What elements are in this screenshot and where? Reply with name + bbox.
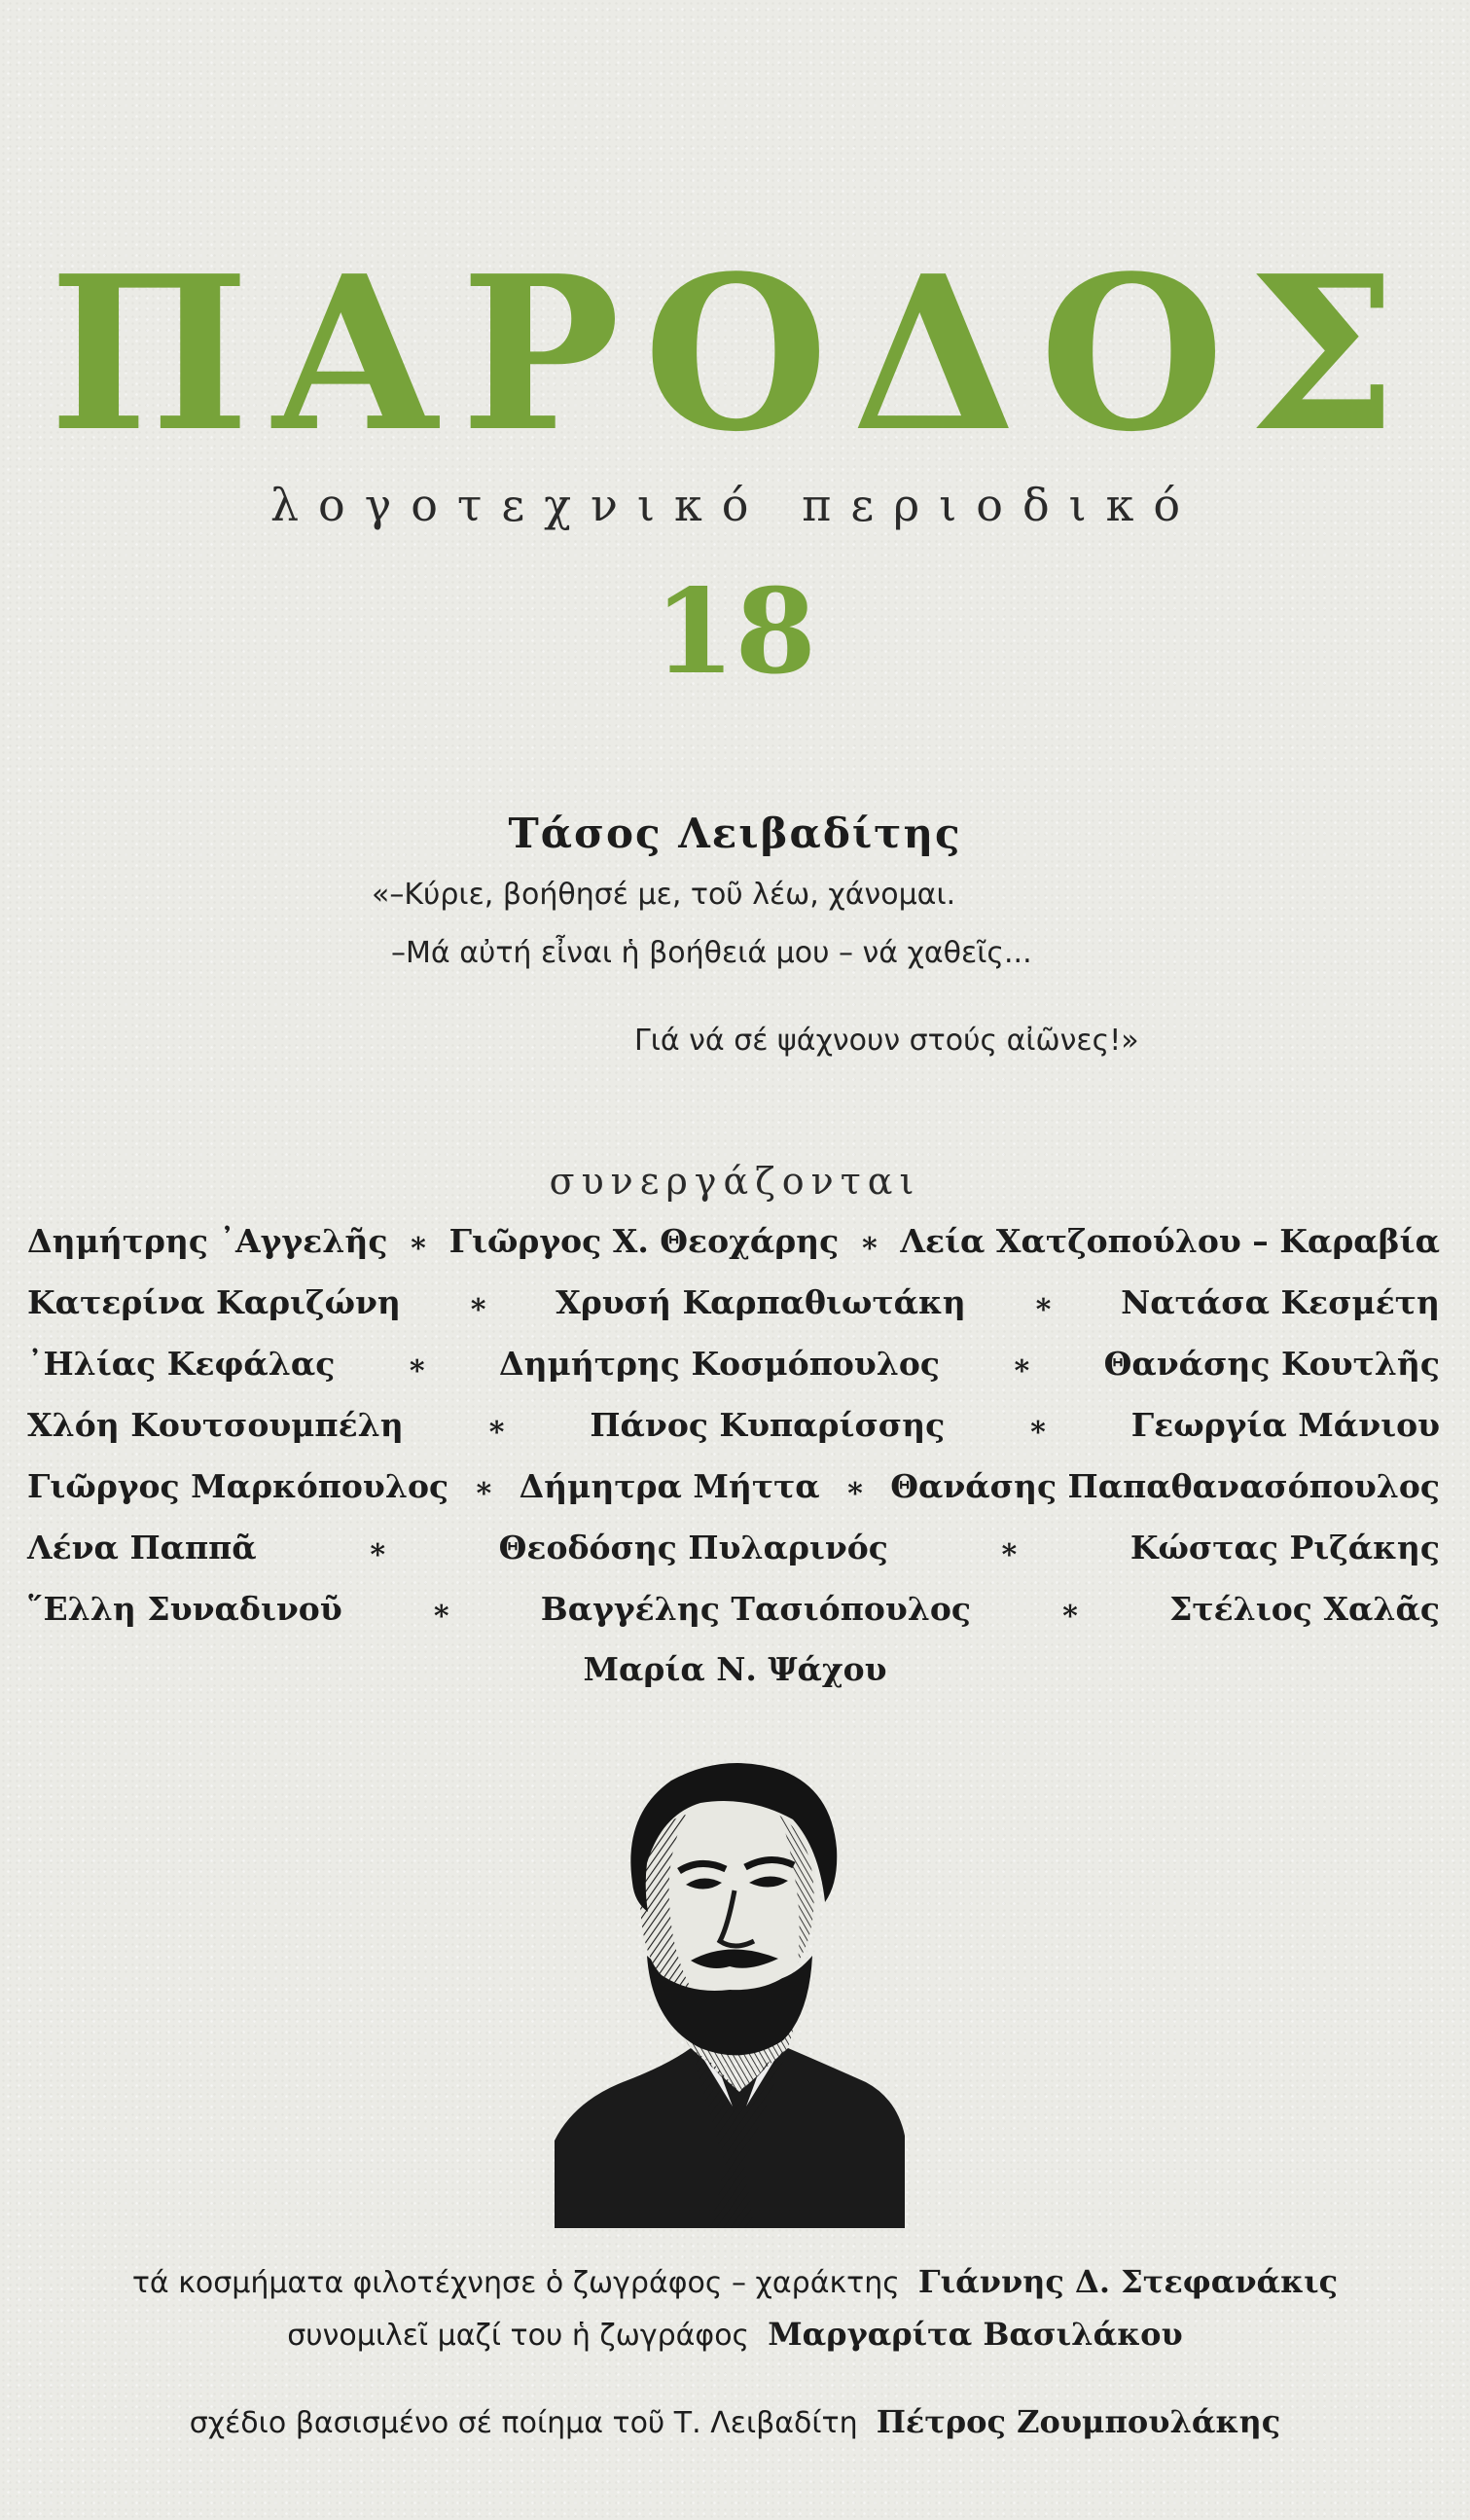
- contributor-name: Βαγγέλης Τασιόπουλος: [540, 1590, 971, 1628]
- contributor-name: Λεία Χατζοπούλου – Καραβία: [900, 1222, 1440, 1260]
- separator-asterisk: ∗: [486, 1410, 507, 1444]
- contributor-name: Γιῶργος Μαρκόπουλος: [27, 1467, 449, 1505]
- contributor-name: Νατάσα Κεσμέτη: [1121, 1283, 1440, 1321]
- contributor-name: Γιῶργος Χ. Θεοχάρης: [448, 1222, 840, 1260]
- credits-name: Πέτρος Ζουμπουλάκης: [876, 2403, 1281, 2440]
- contributor-name: ῞Ελλη Συναδινοῦ: [27, 1590, 342, 1628]
- contributor-name: Γεωργία Μάνιου: [1130, 1406, 1440, 1444]
- credits-line-1: [0, 2263, 1470, 2300]
- credits-text: συνομιλεῖ μαζί του ἡ ζωγράφος: [287, 2319, 750, 2353]
- credits-text: τά κοσμήματα φιλοτέχνησε ὁ ζωγράφος – χαράκτης: [131, 2266, 900, 2300]
- poet-portrait-engraving: [555, 1756, 905, 2228]
- separator-asterisk: ∗: [1027, 1410, 1049, 1444]
- magazine-subtitle: λογοτεχνικό περιοδικό: [269, 479, 1201, 531]
- contributor-name: Κώστας Ριζάκης: [1129, 1529, 1440, 1566]
- contributors-row: [27, 1222, 1440, 1283]
- contributors-heading: συνεργάζονται: [549, 1160, 921, 1203]
- contributors-row: [27, 1467, 1440, 1529]
- contributor-name: Δημήτρης Κοσμόπουλος: [499, 1345, 940, 1383]
- poem-line-2: –Μά αὐτή εἶναι ἡ βοήθειά μου – νά χαθεῖς...: [391, 936, 1032, 970]
- separator-asterisk: ∗: [1033, 1287, 1054, 1321]
- featured-poet: Τάσος Λειβαδίτης: [508, 810, 962, 857]
- contributor-name-last: Μαρία Ν. Ψάχου: [583, 1650, 887, 1688]
- contributors-row: [27, 1283, 1440, 1345]
- separator-asterisk: ∗: [431, 1594, 452, 1628]
- contributor-name: Θεοδόσης Πυλαρινός: [498, 1529, 888, 1566]
- separator-asterisk: ∗: [1011, 1349, 1032, 1383]
- contributor-name: Δημήτρης ᾿Αγγελῆς: [27, 1222, 388, 1260]
- contributor-name: ᾿Ηλίας Κεφάλας: [27, 1345, 336, 1383]
- contributor-name: Χρυσή Καρπαθιωτάκη: [556, 1283, 966, 1321]
- separator-asterisk: ∗: [999, 1532, 1020, 1566]
- contributors-row: [27, 1590, 1440, 1651]
- separator-asterisk: ∗: [408, 1226, 429, 1260]
- separator-asterisk: ∗: [859, 1226, 880, 1260]
- separator-asterisk: ∗: [473, 1471, 494, 1505]
- credits-name: Μαργαρίτα Βασιλάκου: [768, 2316, 1183, 2353]
- separator-asterisk: ∗: [367, 1532, 388, 1566]
- contributors-list: [27, 1222, 1440, 1651]
- contributor-name: Δήμητρα Μήττα: [519, 1467, 820, 1505]
- separator-asterisk: ∗: [407, 1349, 428, 1383]
- poem-line-1: «–Κύριε, βοήθησέ με, τοῦ λέω, χάνομαι.: [372, 878, 956, 912]
- credits-text: σχέδιο βασισμένο σέ ποίημα τοῦ Τ. Λειβαδίτη: [189, 2406, 858, 2440]
- contributor-name: Θανάσης Κουτλῆς: [1103, 1345, 1440, 1383]
- contributors-row: [27, 1529, 1440, 1590]
- contributors-row: [27, 1406, 1440, 1467]
- contributor-name: Κατερίνα Καριζώνη: [27, 1283, 401, 1321]
- poem-line-3: Γιά νά σέ ψάχνουν στούς αἰῶνες!»: [634, 1024, 1139, 1058]
- credits-name: Γιάννης Δ. Στεφανάκις: [917, 2263, 1339, 2300]
- separator-asterisk: ∗: [844, 1471, 866, 1505]
- credits-line-3: [0, 2403, 1470, 2440]
- issue-number: 18: [654, 563, 816, 701]
- contributor-name: Χλόη Κουτσουμπέλη: [27, 1406, 404, 1444]
- contributors-row: [27, 1345, 1440, 1406]
- contributor-name: Πάνος Κυπαρίσσης: [590, 1406, 946, 1444]
- credits-line-2: [0, 2316, 1470, 2353]
- magazine-title: ΠΑΡΟΔΟΣ: [49, 230, 1421, 479]
- separator-asterisk: ∗: [468, 1287, 488, 1321]
- contributor-name: Θανάσης Παπαθανασόπουλος: [890, 1467, 1440, 1505]
- separator-asterisk: ∗: [1059, 1594, 1081, 1628]
- contributor-name: Λένα Παππᾶ: [27, 1529, 257, 1566]
- contributor-name: Στέλιος Χαλᾶς: [1169, 1590, 1440, 1628]
